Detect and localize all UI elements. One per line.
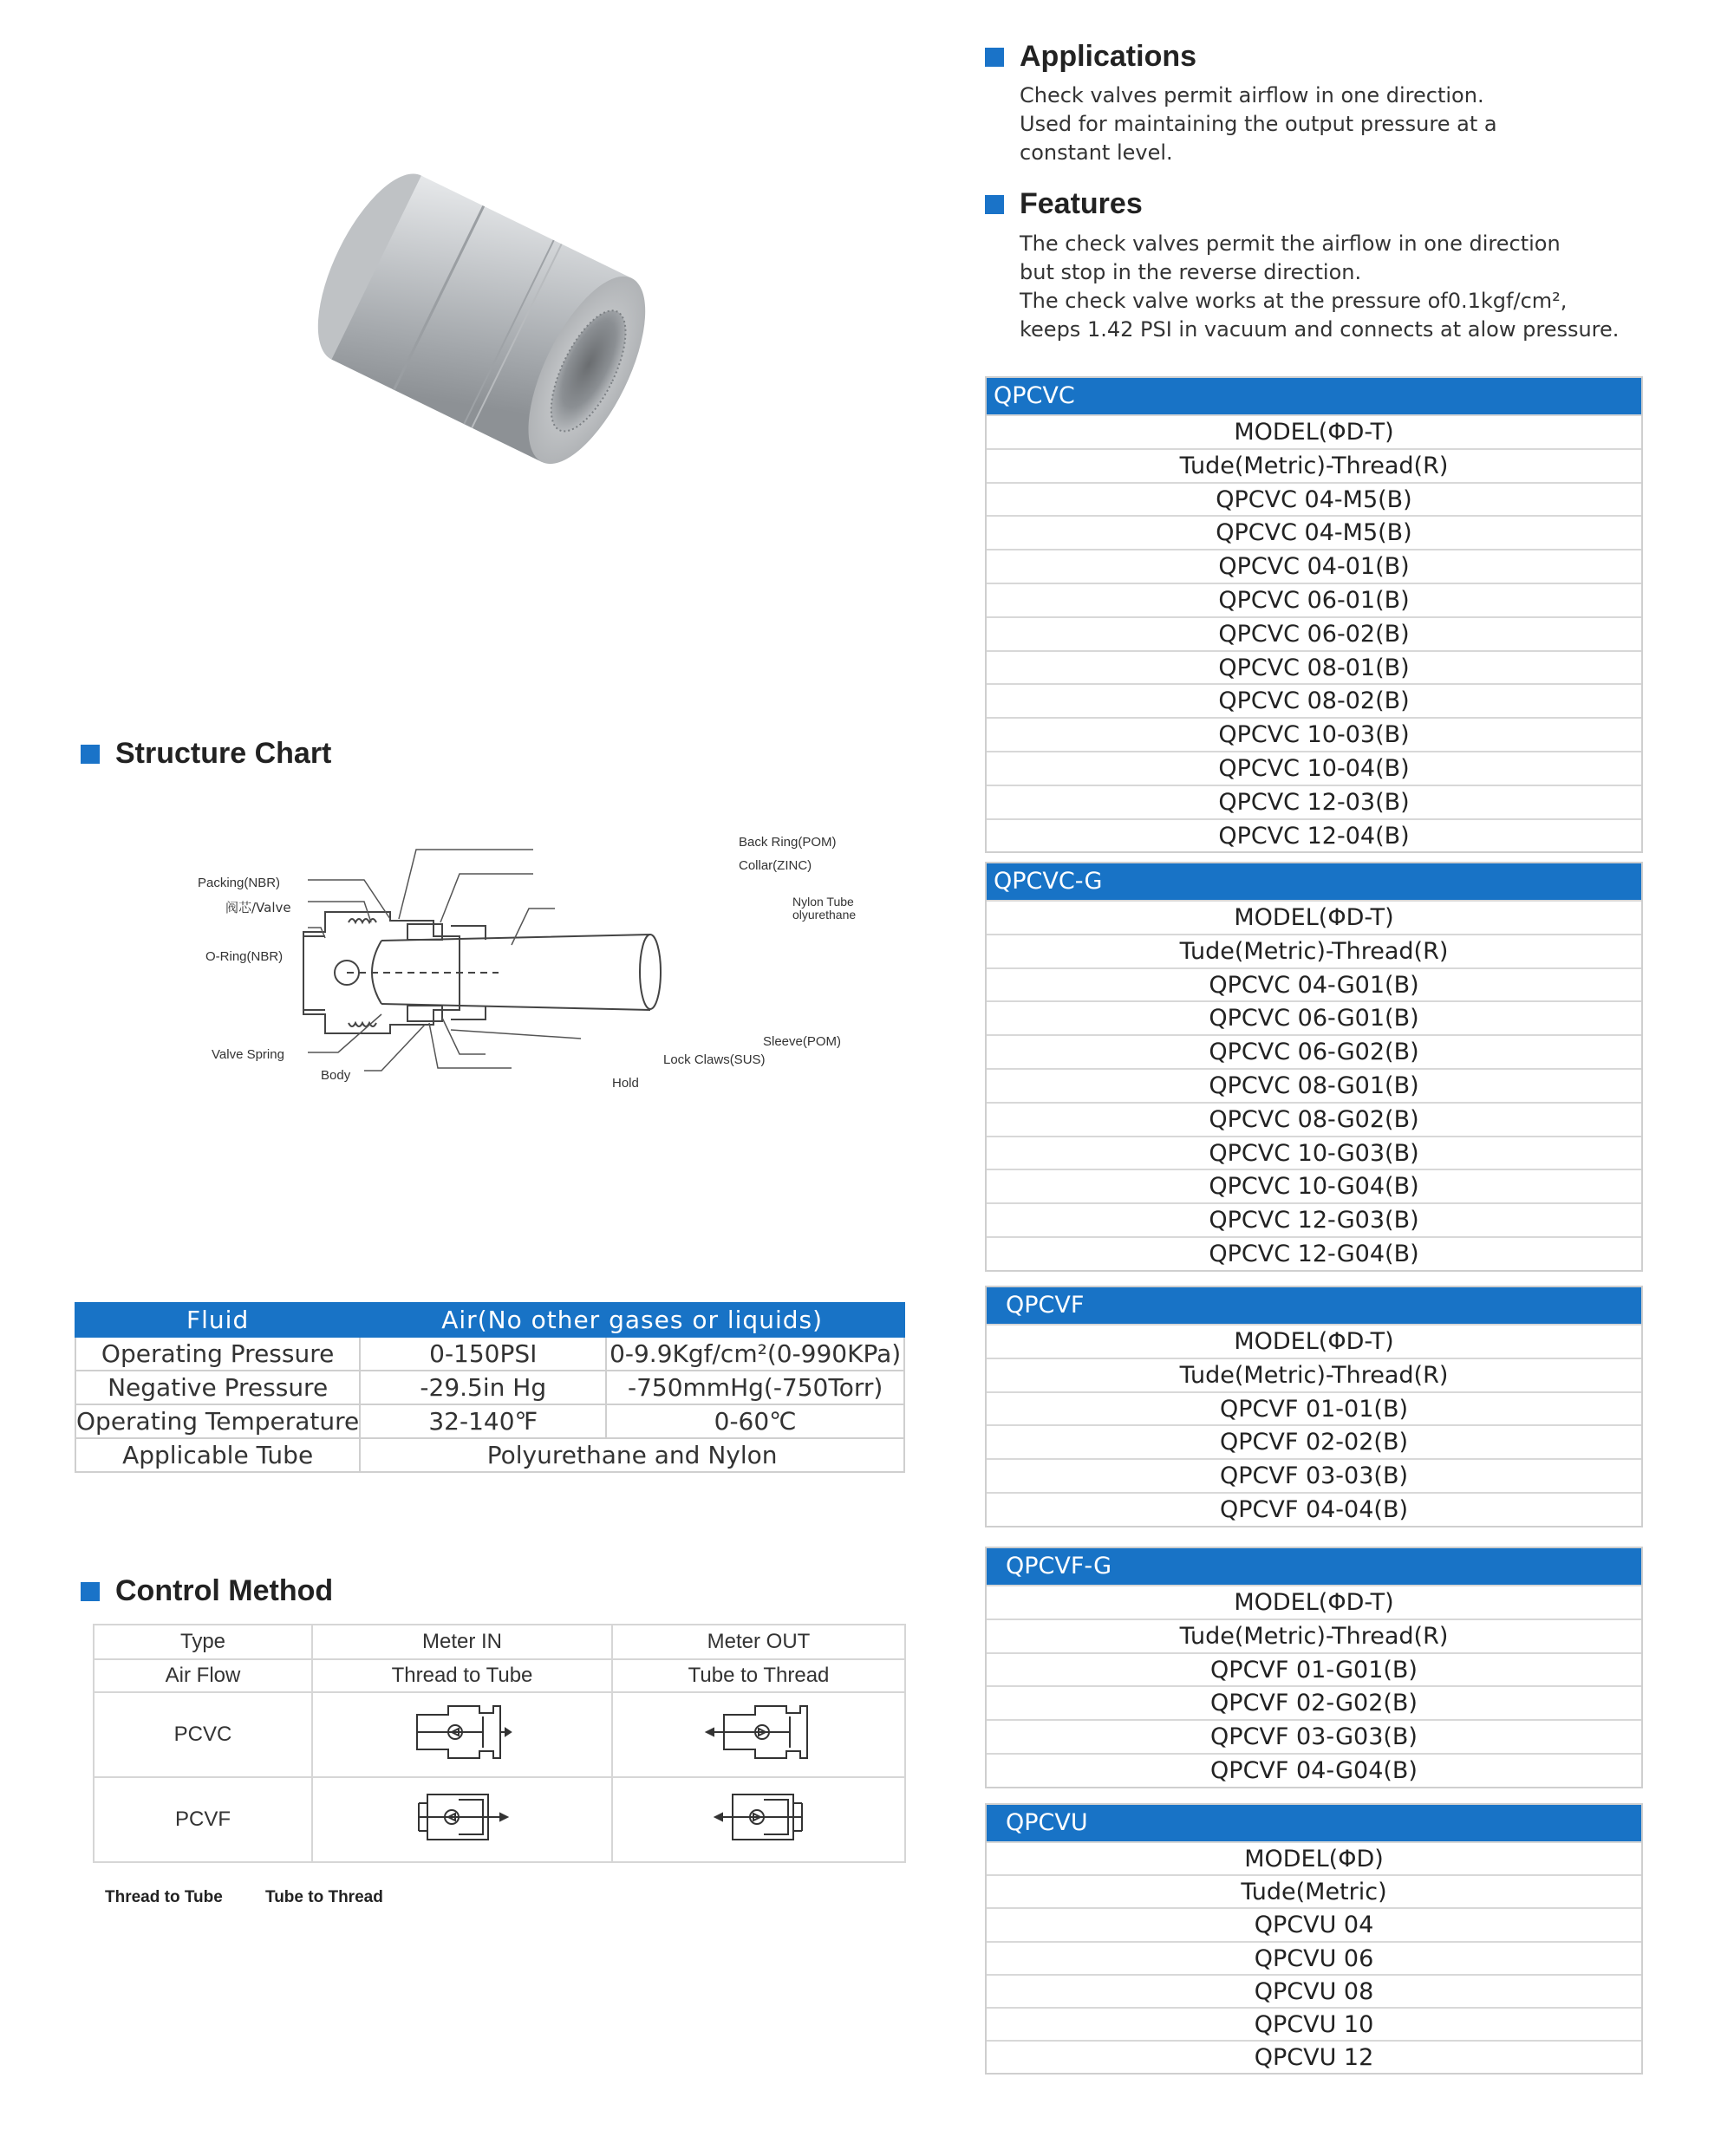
pcvc-meter-out-symbol [612,1692,905,1777]
model-row: QPCVF 01-G01(B) [987,1652,1641,1686]
spec-cell: -750mmHg(-750Torr) [606,1371,904,1404]
model-row: QPCVC 10-03(B) [987,717,1641,751]
model-table-header: QPCVC-G [987,863,1641,900]
model-row: QPCVC 04-M5(B) [987,482,1641,516]
model-row: QPCVF 02-02(B) [987,1424,1641,1458]
model-table-qpcvf [985,1286,1643,1527]
model-row: QPCVC 12-04(B) [987,818,1641,852]
model-column-header: MODEL(ΦD-T) [987,900,1641,934]
bullet-square-icon [985,48,1004,67]
model-row: QPCVC 06-02(B) [987,616,1641,650]
spec-cell: 0-60℃ [606,1404,904,1438]
bullet-square-icon [81,745,100,764]
model-table-qpcvc [985,376,1643,853]
model-row: QPCVC 06-01(B) [987,583,1641,616]
spec-cell: Negative Pressure [75,1371,360,1404]
model-column-header: MODEL(ΦD-T) [987,1324,1641,1358]
caption-thread-to-tube: Thread to Tube [105,1888,223,1906]
structure-heading [81,737,331,771]
structure-label-nylon-tube: Nylon Tube [792,895,854,909]
model-table-qpcvc-g [985,862,1643,1272]
spec-header-cell: Fluid [75,1303,360,1337]
model-table-header: QPCVC [987,378,1641,414]
model-row: QPCVF 03-03(B) [987,1458,1641,1492]
control-table [93,1624,906,1863]
features-line: keeps 1.42 PSI in vacuum and connects at alow pressure. [1020,317,1620,342]
features-text [1020,230,1619,344]
model-table-rows [987,1324,1641,1526]
model-row: QPCVC 10-G03(B) [987,1136,1641,1169]
model-row: QPCVC 10-04(B) [987,751,1641,785]
model-row: QPCVU 12 [987,2040,1641,2073]
control-header-cell: Type [94,1625,312,1659]
pcvf-meter-in-symbol [312,1777,612,1862]
spec-row [75,1404,904,1438]
structure-label-back-ring: Back Ring(POM) [739,835,837,850]
model-table-rows [987,1841,1641,2073]
pcvf-meter-out-icon [707,1782,811,1852]
spec-row [75,1337,904,1371]
model-row: QPCVF 04-04(B) [987,1492,1641,1526]
model-row: QPCVC 08-01(B) [987,650,1641,684]
control-cell: Thread to Tube [312,1659,612,1692]
structure-label-spring: Valve Spring [212,1047,284,1062]
spec-cell: Operating Temperature [75,1404,360,1438]
model-table-qpcvf-g [985,1547,1643,1788]
model-row: QPCVU 06 [987,1941,1641,1974]
model-row: QPCVC 06-G01(B) [987,1000,1641,1034]
model-row: QPCVU 04 [987,1907,1641,1940]
features-line: The check valve works at the pressure of0.1kgf/cm², [1020,289,1568,313]
model-row: QPCVC 06-G02(B) [987,1034,1641,1068]
control-header-row [94,1625,905,1659]
spec-row [75,1438,904,1472]
spec-header-cell: Air(No other gases or liquids) [360,1303,904,1337]
structure-label-body: Body [321,1068,351,1083]
model-row: QPCVU 08 [987,1974,1641,2007]
applications-line: constant level. [1020,140,1173,165]
pcvc-meter-in-symbol [312,1692,612,1777]
applications-text [1020,81,1497,167]
control-row-pcvf [94,1777,905,1862]
features-line: but stop in the reverse direction. [1020,260,1362,284]
structure-label-sleeve: Sleeve(POM) [763,1034,842,1049]
caption-tube-to-thread: Tube to Thread [265,1888,383,1906]
model-column-subheader: Tude(Metric)-Thread(R) [987,934,1641,967]
model-column-header: MODEL(ΦD-T) [987,414,1641,448]
spec-row [75,1371,904,1404]
applications-line: Check valves permit airflow in one direction. [1020,83,1484,107]
features-line: The check valves permit the airflow in one direction [1020,231,1561,256]
control-heading [81,1574,333,1608]
applications-title: Applications [1020,40,1197,73]
model-row: QPCVF 04-G04(B) [987,1753,1641,1787]
control-header-cell: Meter IN [312,1625,612,1659]
spec-header-row [75,1303,904,1337]
model-column-header: MODEL(ΦD-T) [987,1585,1641,1619]
pcvf-meter-out-symbol [612,1777,905,1862]
model-table-rows [987,900,1641,1270]
spec-cell: 0-150PSI [360,1337,606,1371]
model-column-subheader: Tude(Metric)-Thread(R) [987,1619,1641,1652]
structure-label-valve: 阀芯/Valve [225,900,291,915]
model-row: QPCVC 04-G01(B) [987,967,1641,1001]
control-airflow-row [94,1659,905,1692]
structure-label-packing: Packing(NBR) [198,876,281,890]
model-table-header: QPCVF [987,1287,1641,1324]
applications-heading [985,40,1196,74]
structure-title: Structure Chart [115,737,332,770]
structure-label-lock-claws: Lock Claws(SUS) [663,1052,766,1067]
spec-cell: Polyurethane and Nylon [360,1438,904,1472]
model-row: QPCVC 10-G04(B) [987,1169,1641,1202]
spec-cell: Operating Pressure [75,1337,360,1371]
applications-line: Used for maintaining the output pressure at a [1020,112,1497,136]
features-title: Features [1020,187,1143,220]
model-row: QPCVC 12-03(B) [987,785,1641,818]
spec-cell: 0-9.9Kgf/cm²(0-990KPa) [606,1337,904,1371]
control-cell: Air Flow [94,1659,312,1692]
model-row: QPCVC 08-02(B) [987,683,1641,717]
model-table-rows [987,1585,1641,1787]
model-row: QPCVC 04-01(B) [987,549,1641,583]
model-row: QPCVC 12-G03(B) [987,1202,1641,1236]
control-cell: Tube to Thread [612,1659,905,1692]
model-row: QPCVF 01-01(B) [987,1391,1641,1425]
model-row: QPCVC 08-G02(B) [987,1102,1641,1136]
model-row: QPCVC 08-G01(B) [987,1068,1641,1102]
model-column-subheader: Tude(Metric) [987,1874,1641,1907]
spec-table [75,1302,905,1473]
model-row: QPCVC 04-M5(B) [987,515,1641,549]
model-row: QPCVC 12-G04(B) [987,1236,1641,1270]
model-column-subheader: Tude(Metric)-Thread(R) [987,1358,1641,1391]
pcvc-meter-out-icon [698,1697,819,1767]
model-column-header: MODEL(ΦD) [987,1841,1641,1874]
model-row: QPCVU 10 [987,2007,1641,2040]
model-column-subheader: Tude(Metric)-Thread(R) [987,448,1641,482]
product-photo [260,156,711,485]
model-row: QPCVF 03-G03(B) [987,1719,1641,1753]
control-header-cell: Meter OUT [612,1625,905,1659]
spec-cell: 32-140℉ [360,1404,606,1438]
structure-label-oring: O-Ring(NBR) [205,949,284,964]
model-table-header: QPCVU [987,1805,1641,1841]
control-row-pcvc [94,1692,905,1777]
model-table-qpcvu [985,1803,1643,2075]
control-type-cell: PCVC [94,1692,312,1777]
bullet-square-icon [81,1582,100,1601]
spec-cell: -29.5in Hg [360,1371,606,1404]
bullet-square-icon [985,195,1004,214]
features-heading [985,187,1143,221]
model-row: QPCVF 02-G02(B) [987,1685,1641,1719]
pcvc-meter-in-icon [410,1697,514,1767]
structure-label-collar: Collar(ZINC) [739,858,812,873]
structure-label-hold: Hold [612,1076,639,1091]
spec-cell: Applicable Tube [75,1438,360,1472]
control-title: Control Method [115,1574,334,1607]
control-type-cell: PCVF [94,1777,312,1862]
structure-label-polyurethane: olyurethane [792,908,857,922]
model-table-header: QPCVF-G [987,1548,1641,1585]
pcvf-meter-in-icon [410,1782,514,1852]
model-table-rows [987,414,1641,851]
